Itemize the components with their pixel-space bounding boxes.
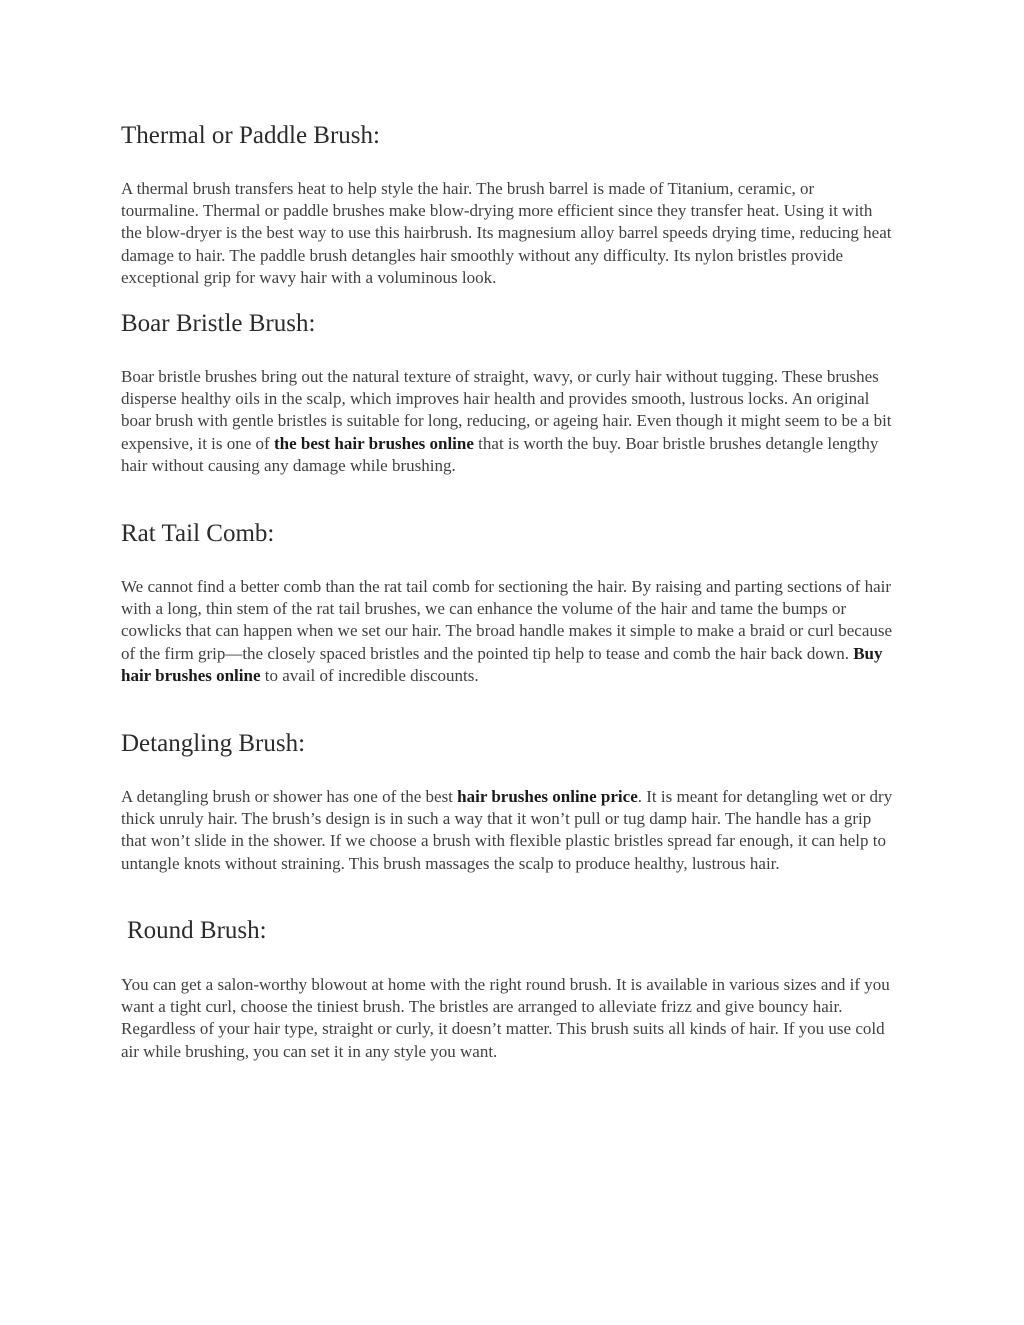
section-boar-bristle-brush — [121, 309, 896, 477]
body-text: A detangling brush or shower has one of the best — [121, 787, 458, 806]
section-body — [121, 786, 896, 875]
bold-link-text: the best hair brushes online — [273, 433, 474, 453]
bold-link-text: Buy hair brushes online — [121, 643, 883, 685]
body-text: that is worth the buy. Boar bristle brushes detangle lengthy hair without causing any damage while brushing. — [121, 433, 879, 475]
section-heading: Rat Tail Comb: — [121, 520, 275, 547]
section-detangling-brush — [121, 729, 896, 875]
body-text: We cannot find a better comb than the rat tail comb for sectioning the hair. By raising and parting sections of hair with a long, thin stem of the rat tail brushes, we can enhance the volume of the hair and tame the bumps or cowlicks that can happen when we set our hair. The broad handle makes it simple to make a braid or curl because of the firm grip—the closely spaced bristles and the pointed tip help to tease and comb the hair back down. — [121, 577, 893, 663]
body-text: to avail of incredible discounts. — [260, 665, 479, 685]
section-body: You can get a salon-worthy blowout at home with the right round brush. It is available in various sizes and if you want a tight curl, choose the tiniest brush. The bristles are arranged to alleviate frizz and give bouncy hair. Regardless of your hair type, straight or curly, it doesn’t matter. This brush suits all kinds of hair. If you use cold air while brushing, you can set it in any style you want. — [121, 975, 890, 1061]
section-body: A thermal brush transfers heat to help style the hair. The brush barrel is made of Titanium, ceramic, or tourmaline. Thermal or paddle brushes make blow-drying more efficient since they transfer heat. Using it with the blow-dryer is the best way to use this hairbrush. Its magnesium alloy barrel speeds drying time, reducing heat damage to hair. The paddle brush detangles hair smoothly without any difficulty. Its nylon bristles provide exceptional grip for wavy hair with a voluminous look. — [121, 179, 892, 287]
section-heading: Boar Bristle Brush: — [121, 310, 316, 337]
section-thermal-brush — [121, 121, 896, 289]
body-text: Boar bristle brushes bring out the natural texture of straight, wavy, or curly hair without tugging. These brushes disperse healthy oils in the scalp, which improves hair health and provides smooth, lustrous locks. An original boar brush with gentle bristles is suitable for long, reducing, or ageing hair. Even though it might seem to be a bit expensive, it is one of — [121, 367, 892, 453]
section-round-brush — [121, 916, 896, 1063]
bold-link-text: hair brushes online price — [457, 787, 638, 806]
section-body — [121, 366, 896, 477]
section-heading: Thermal or Paddle Brush: — [121, 122, 380, 149]
body-text: . It is meant for detangling wet or dry thick unruly hair. The brush’s design is in such a way that it won’t pull or tug damp hair. The handle has a grip that won’t slide in the shower. If we choose a brush with flexible plastic bristles spread far enough, it can help to untangle knots without straining. This brush massages the scalp to produce healthy, lustrous hair. — [121, 787, 893, 873]
section-heading: Round Brush: — [127, 917, 267, 944]
section-body — [121, 576, 896, 687]
section-rat-tail-comb — [121, 519, 896, 687]
section-heading: Detangling Brush: — [121, 730, 306, 757]
